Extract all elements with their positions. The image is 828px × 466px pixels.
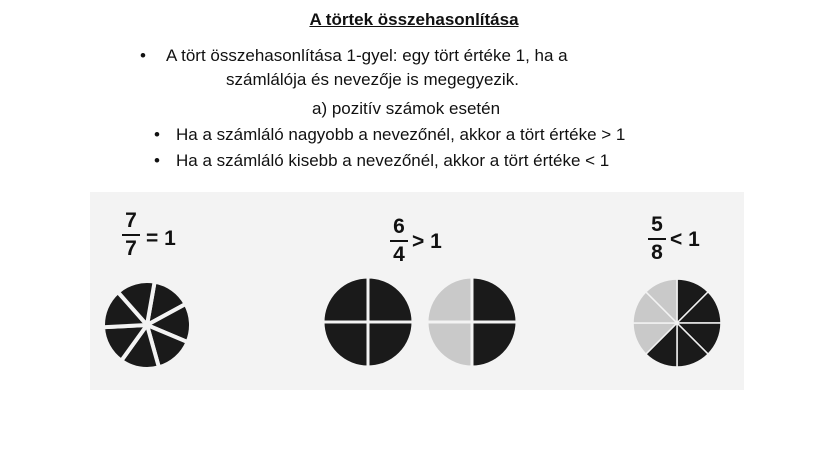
fraction-relation: < 1 xyxy=(670,228,700,251)
intro-line-2: számlálója és nevezője is megegyezik. xyxy=(226,70,519,89)
fraction-numerator: 6 xyxy=(393,215,405,238)
pie-slice-shaded xyxy=(323,322,368,367)
fraction-denominator: 8 xyxy=(651,241,663,264)
subheading: a) pozitív számok esetén xyxy=(312,99,501,118)
bullet-dot: • xyxy=(154,125,160,144)
fraction-6-4 xyxy=(390,216,408,266)
page-title: A törtek összehasonlítása xyxy=(309,10,519,29)
fraction-7-7 xyxy=(122,210,140,260)
fraction-bar xyxy=(122,234,140,236)
pie-7-7 xyxy=(102,280,192,370)
pie-slice-shaded xyxy=(368,322,413,367)
fraction-numerator: 5 xyxy=(651,213,663,236)
rule-text: Ha a számláló kisebb a nevezőnél, akkor a tört értéke < 1 xyxy=(176,151,610,170)
fraction-denominator: 4 xyxy=(393,243,405,266)
rule-item xyxy=(154,125,625,145)
fraction-numerator: 7 xyxy=(125,209,137,232)
fraction-bar xyxy=(648,238,666,240)
bullet-dot: • xyxy=(140,46,146,65)
rule-item xyxy=(154,151,609,171)
bullet-dot: • xyxy=(154,151,160,170)
rule-text: Ha a számláló nagyobb a nevezőnél, akkor a tört értéke > 1 xyxy=(176,125,626,144)
pie-slice-unshaded xyxy=(427,277,472,322)
pie-slice-unshaded xyxy=(427,322,472,367)
fraction-5-8 xyxy=(648,214,666,264)
fraction-relation: > 1 xyxy=(412,230,442,253)
fraction-bar xyxy=(390,240,408,242)
pie-slice-shaded xyxy=(368,277,413,322)
fraction-figure xyxy=(90,192,744,390)
fraction-relation: = 1 xyxy=(146,227,176,250)
pie-6-4-first xyxy=(322,276,414,368)
pie-6-4-second xyxy=(426,276,518,368)
pie-5-8 xyxy=(632,278,722,368)
intro-line-1: A tört összehasonlítása 1-gyel: egy tört értéke 1, ha a xyxy=(166,46,568,65)
pie-slice-shaded xyxy=(472,322,517,367)
pie-slice-shaded xyxy=(323,277,368,322)
pie-slice-shaded xyxy=(472,277,517,322)
fraction-denominator: 7 xyxy=(125,237,137,260)
